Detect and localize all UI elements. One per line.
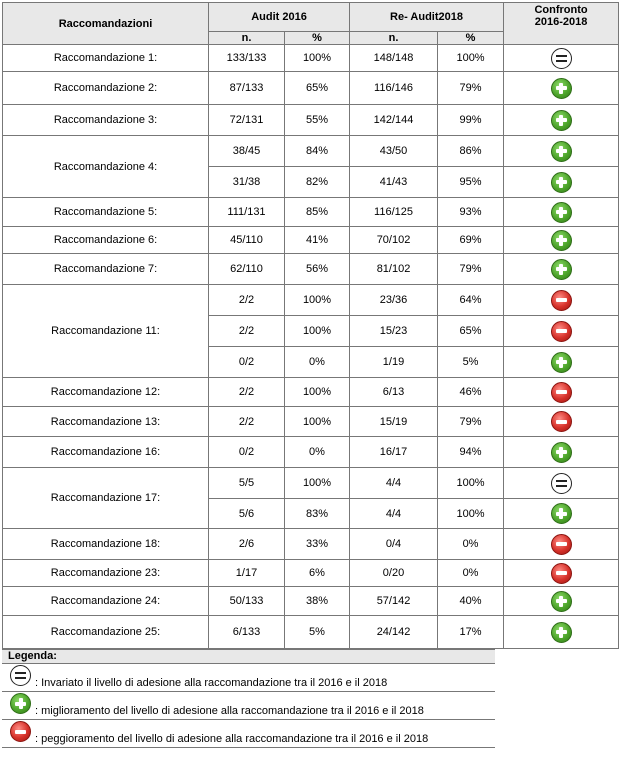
table-body [3, 45, 619, 649]
recommendations-table [2, 2, 619, 649]
reaudit2018-n-cell: 4/4 [350, 468, 438, 499]
reaudit2018-pct-cell: 69% [438, 227, 504, 254]
plus-icon [551, 259, 572, 280]
audit2016-pct-cell: 100% [285, 468, 350, 499]
audit2016-n-cell: 111/131 [209, 198, 285, 227]
audit2016-n-cell: 62/110 [209, 254, 285, 285]
audit2016-pct-cell: 100% [285, 378, 350, 407]
confronto-cell [504, 529, 619, 560]
reaudit2018-n-cell: 16/17 [350, 437, 438, 468]
audit2016-pct-cell: 100% [285, 407, 350, 437]
audit2016-pct-cell: 100% [285, 316, 350, 347]
audit2016-pct-cell: 0% [285, 347, 350, 378]
plus-icon [551, 110, 572, 131]
audit2016-n-cell: 5/6 [209, 499, 285, 529]
table-row [3, 254, 619, 285]
reaudit2018-n-cell: 142/144 [350, 105, 438, 136]
header-confronto: Confronto 2016-2018 [504, 3, 619, 45]
subheader-n-2018: n. [350, 32, 438, 45]
audit2016-pct-cell: 33% [285, 529, 350, 560]
confronto-cell [504, 407, 619, 437]
header-audit-2016: Audit 2016 [209, 3, 350, 32]
audit2016-n-cell: 5/5 [209, 468, 285, 499]
recommendation-label: Raccomandazione 24: [3, 587, 209, 616]
subheader-n-2016: n. [209, 32, 285, 45]
table-row [3, 560, 619, 587]
confronto-cell [504, 105, 619, 136]
reaudit2018-pct-cell: 100% [438, 468, 504, 499]
audit2016-n-cell: 0/2 [209, 347, 285, 378]
reaudit2018-n-cell: 116/125 [350, 198, 438, 227]
minus-icon [551, 563, 572, 584]
reaudit2018-pct-cell: 0% [438, 529, 504, 560]
reaudit2018-pct-cell: 5% [438, 347, 504, 378]
audit2016-n-cell: 2/2 [209, 407, 285, 437]
reaudit2018-pct-cell: 40% [438, 587, 504, 616]
confronto-cell [504, 347, 619, 378]
confronto-cell [504, 587, 619, 616]
audit2016-n-cell: 50/133 [209, 587, 285, 616]
audit2016-pct-cell: 41% [285, 227, 350, 254]
equal-icon [551, 473, 572, 494]
reaudit2018-n-cell: 1/19 [350, 347, 438, 378]
confronto-cell [504, 45, 619, 72]
reaudit2018-pct-cell: 64% [438, 285, 504, 316]
plus-icon [551, 202, 572, 223]
reaudit2018-n-cell: 70/102 [350, 227, 438, 254]
legend-item [2, 692, 495, 720]
plus-icon [10, 693, 31, 714]
table-row [3, 587, 619, 616]
equal-icon [551, 48, 572, 69]
reaudit2018-n-cell: 43/50 [350, 136, 438, 167]
audit2016-n-cell: 72/131 [209, 105, 285, 136]
subheader-pct-2018: % [438, 32, 504, 45]
table-row [3, 72, 619, 105]
reaudit2018-n-cell: 0/4 [350, 529, 438, 560]
plus-icon [551, 78, 572, 99]
confronto-cell [504, 167, 619, 198]
reaudit2018-pct-cell: 93% [438, 198, 504, 227]
recommendation-label: Raccomandazione 7: [3, 254, 209, 285]
reaudit2018-n-cell: 148/148 [350, 45, 438, 72]
confronto-cell [504, 227, 619, 254]
audit2016-n-cell: 2/6 [209, 529, 285, 560]
recommendation-label: Raccomandazione 18: [3, 529, 209, 560]
reaudit2018-pct-cell: 95% [438, 167, 504, 198]
reaudit2018-pct-cell: 94% [438, 437, 504, 468]
plus-icon [551, 141, 572, 162]
recommendation-label: Raccomandazione 16: [3, 437, 209, 468]
audit2016-n-cell: 6/133 [209, 616, 285, 649]
plus-icon [551, 591, 572, 612]
subheader-pct-2016: % [285, 32, 350, 45]
reaudit2018-pct-cell: 79% [438, 72, 504, 105]
audit2016-pct-cell: 65% [285, 72, 350, 105]
audit2016-pct-cell: 55% [285, 105, 350, 136]
recommendation-label: Raccomandazione 5: [3, 198, 209, 227]
table-row [3, 198, 619, 227]
audit2016-pct-cell: 83% [285, 499, 350, 529]
reaudit2018-n-cell: 116/146 [350, 72, 438, 105]
table-row [3, 45, 619, 72]
confronto-cell [504, 198, 619, 227]
reaudit2018-pct-cell: 65% [438, 316, 504, 347]
recommendation-label: Raccomandazione 17: [3, 468, 209, 529]
plus-icon [551, 442, 572, 463]
confronto-cell [504, 136, 619, 167]
document [2, 2, 619, 748]
table-row [3, 437, 619, 468]
recommendation-label: Raccomandazione 6: [3, 227, 209, 254]
recommendation-label: Raccomandazione 4: [3, 136, 209, 198]
audit2016-pct-cell: 6% [285, 560, 350, 587]
table-row [3, 227, 619, 254]
table-row [3, 616, 619, 649]
confronto-cell [504, 316, 619, 347]
reaudit2018-n-cell: 4/4 [350, 499, 438, 529]
confronto-cell [504, 254, 619, 285]
recommendation-label: Raccomandazione 1: [3, 45, 209, 72]
minus-icon [551, 382, 572, 403]
legend-text: : Invariato il livello di adesione alla raccomandazione tra il 2016 e il 2018 [35, 677, 388, 689]
audit2016-n-cell: 87/133 [209, 72, 285, 105]
audit2016-pct-cell: 0% [285, 437, 350, 468]
confronto-cell [504, 437, 619, 468]
reaudit2018-pct-cell: 86% [438, 136, 504, 167]
reaudit2018-pct-cell: 17% [438, 616, 504, 649]
reaudit2018-n-cell: 15/23 [350, 316, 438, 347]
recommendation-label: Raccomandazione 23: [3, 560, 209, 587]
reaudit2018-n-cell: 23/36 [350, 285, 438, 316]
legend-text: : peggioramento del livello di adesione alla raccomandazione tra il 2016 e il 2018 [35, 733, 429, 745]
reaudit2018-pct-cell: 100% [438, 45, 504, 72]
audit2016-n-cell: 1/17 [209, 560, 285, 587]
plus-icon [551, 172, 572, 193]
audit2016-n-cell: 45/110 [209, 227, 285, 254]
audit2016-pct-cell: 100% [285, 285, 350, 316]
audit2016-n-cell: 31/38 [209, 167, 285, 198]
legend [2, 649, 495, 748]
recommendation-label: Raccomandazione 2: [3, 72, 209, 105]
reaudit2018-pct-cell: 0% [438, 560, 504, 587]
plus-icon [551, 352, 572, 373]
confronto-cell [504, 560, 619, 587]
reaudit2018-n-cell: 6/13 [350, 378, 438, 407]
audit2016-pct-cell: 82% [285, 167, 350, 198]
legend-item [2, 664, 495, 692]
confronto-cell [504, 499, 619, 529]
recommendation-label: Raccomandazione 3: [3, 105, 209, 136]
audit2016-pct-cell: 56% [285, 254, 350, 285]
legend-items [2, 664, 495, 748]
reaudit2018-n-cell: 0/20 [350, 560, 438, 587]
audit2016-n-cell: 133/133 [209, 45, 285, 72]
legend-item [2, 720, 495, 748]
reaudit2018-pct-cell: 79% [438, 407, 504, 437]
table-row [3, 285, 619, 316]
audit2016-n-cell: 2/2 [209, 378, 285, 407]
table-row [3, 378, 619, 407]
confronto-cell [504, 378, 619, 407]
recommendation-label: Raccomandazione 11: [3, 285, 209, 378]
confronto-cell [504, 616, 619, 649]
legend-title: Legenda: [2, 649, 495, 664]
audit2016-pct-cell: 84% [285, 136, 350, 167]
table-row [3, 105, 619, 136]
reaudit2018-n-cell: 24/142 [350, 616, 438, 649]
table-row [3, 407, 619, 437]
reaudit2018-pct-cell: 46% [438, 378, 504, 407]
recommendation-label: Raccomandazione 13: [3, 407, 209, 437]
table-row [3, 136, 619, 167]
reaudit2018-n-cell: 15/19 [350, 407, 438, 437]
minus-icon [551, 534, 572, 555]
plus-icon [551, 622, 572, 643]
audit2016-pct-cell: 100% [285, 45, 350, 72]
legend-text: : miglioramento del livello di adesione alla raccomandazione tra il 2016 e il 2018 [35, 705, 424, 717]
plus-icon [551, 503, 572, 524]
audit2016-n-cell: 2/2 [209, 285, 285, 316]
reaudit2018-n-cell: 81/102 [350, 254, 438, 285]
audit2016-n-cell: 0/2 [209, 437, 285, 468]
confronto-cell [504, 72, 619, 105]
reaudit2018-n-cell: 41/43 [350, 167, 438, 198]
audit2016-n-cell: 2/2 [209, 316, 285, 347]
recommendation-label: Raccomandazione 25: [3, 616, 209, 649]
plus-icon [551, 230, 572, 251]
confronto-cell [504, 468, 619, 499]
header-reaudit-2018: Re- Audit2018 [350, 3, 504, 32]
reaudit2018-pct-cell: 100% [438, 499, 504, 529]
minus-icon [551, 411, 572, 432]
minus-icon [10, 721, 31, 742]
reaudit2018-pct-cell: 99% [438, 105, 504, 136]
confronto-cell [504, 285, 619, 316]
reaudit2018-pct-cell: 79% [438, 254, 504, 285]
minus-icon [551, 321, 572, 342]
recommendation-label: Raccomandazione 12: [3, 378, 209, 407]
table-row [3, 529, 619, 560]
reaudit2018-n-cell: 57/142 [350, 587, 438, 616]
minus-icon [551, 290, 572, 311]
audit2016-pct-cell: 5% [285, 616, 350, 649]
equal-icon [10, 665, 31, 686]
audit2016-pct-cell: 38% [285, 587, 350, 616]
audit2016-n-cell: 38/45 [209, 136, 285, 167]
header-raccomandazioni: Raccomandazioni [3, 3, 209, 45]
audit2016-pct-cell: 85% [285, 198, 350, 227]
table-row [3, 468, 619, 499]
